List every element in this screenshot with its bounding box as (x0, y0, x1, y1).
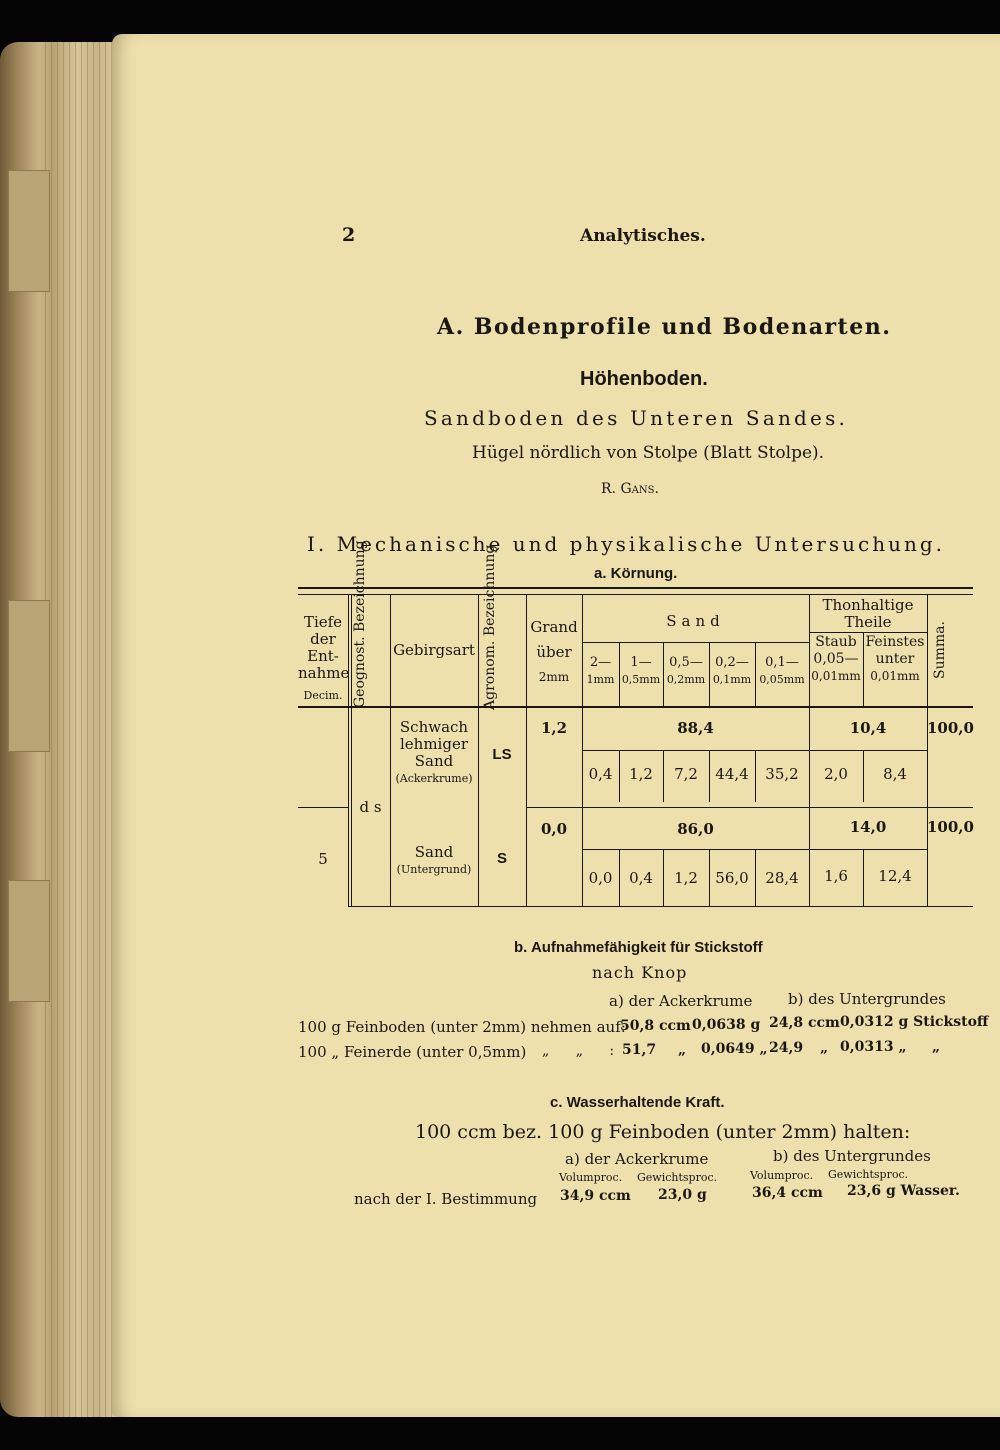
section-c-sub-label: Gewichtsproc. (828, 1168, 909, 1181)
section-b-line-1-value: 24,8 ccm (769, 1015, 840, 1031)
section-b-line-2-value: 24,9 (769, 1040, 804, 1056)
header-sand-col-2: 1— 0,5mm (621, 655, 661, 686)
section-c-value: 23,6 g Wasser. (847, 1183, 960, 1199)
section-c-row-label: nach der I. Bestimmung (354, 1190, 538, 1208)
header-depth-unit: Decim. (303, 689, 343, 702)
section-b-col-a: a) der Ackerkrume (609, 992, 753, 1010)
header-grand: Grand über 2mm (530, 618, 578, 684)
section-c-value: 34,9 ccm (560, 1188, 631, 1204)
header-thon-feinstes: Feinstes unter 0,01mm (865, 634, 925, 683)
section-b-col-b: b) des Untergrundes (788, 990, 946, 1008)
header-rock: Gebirgsart (393, 641, 475, 659)
soil-type-title: Höhenboden. (580, 368, 708, 390)
page-number: 2 (342, 224, 356, 246)
section-title: A. Bodenprofile und Bodenarten. (437, 314, 892, 340)
row-thon-value: 8,4 (883, 765, 907, 783)
header-geognost: Geognost. Bezeichnung (352, 540, 368, 708)
row-agronom: LS (492, 746, 512, 763)
row-thon-value: 12,4 (878, 867, 912, 885)
row-sand-value: 0,4 (588, 765, 613, 783)
row-sand-total: 88,4 (677, 719, 714, 737)
row-sand-value: 1,2 (674, 869, 698, 887)
part-title: I. Mechanische und physikalische Untersuchung. (307, 532, 946, 556)
section-b-line-2-value: 51,7 (622, 1042, 657, 1058)
row-grand: 0,0 (540, 820, 568, 838)
row-sand-value: 1,2 (629, 765, 653, 783)
row-grand: 1,2 (540, 719, 568, 737)
row-thon-value: 1,6 (824, 867, 848, 885)
row-sand-value: 56,0 (715, 869, 749, 887)
row-sand-value: 35,2 (765, 765, 799, 783)
header-sand-col-5: 0,1— 0,05mm (759, 655, 805, 686)
section-b-line-2-label: 100 „ Feinerde (unter 0,5mm) (298, 1043, 527, 1061)
row-thon-total: 10,4 (849, 719, 887, 737)
section-b-line-1-label: 100 g Feinboden (unter 2mm) nehmen auf: (298, 1018, 626, 1036)
section-c-sub-label: Volumproc. (750, 1169, 814, 1182)
row-summa: 100,0 (927, 719, 974, 737)
subsection-a-title: a. Körnung. (594, 565, 678, 582)
author: R. Gans. (601, 481, 659, 497)
row-agronom: S (496, 850, 507, 867)
section-b-line-1-value: 0,0312 g Stickstoff (840, 1014, 989, 1030)
paper-tab (8, 880, 50, 1002)
header-agronom: Agronom. Bezeichnung (482, 544, 498, 710)
section-b-line-2-value: 0,0649 „ (701, 1041, 768, 1057)
section-b-title: b. Aufnahmefähigkeit für Stickstoff (514, 939, 763, 956)
header-thon-staub: Staub 0,05— 0,01mm (811, 634, 861, 683)
book-page (112, 34, 1000, 1417)
subtitle: Sandboden des Unteren Sandes. (424, 406, 849, 430)
row-sand-value: 28,4 (765, 869, 799, 887)
row-summa: 100,0 (927, 818, 974, 836)
row-sand-value: 0,4 (629, 869, 653, 887)
header-thon: Thonhaltige Theile (822, 596, 914, 631)
section-c-sub-label: Gewichtsproc. (637, 1171, 718, 1184)
section-c-value: 23,0 g (658, 1187, 707, 1203)
running-head: Analytisches. (580, 226, 706, 246)
section-c-col-a: a) der Ackerkrume (565, 1150, 709, 1168)
section-b-line-2-value: „ (932, 1039, 941, 1055)
section-b-line-2-value: „ (678, 1042, 687, 1058)
section-c-intro: 100 ccm bez. 100 g Feinboden (unter 2mm) halten: (415, 1121, 911, 1143)
header-sand-col-3: 0,5— 0,2mm (666, 655, 706, 686)
header-sand-col-1: 2— 1mm (586, 655, 615, 686)
row-rock: Sand (Untergrund) (396, 843, 472, 876)
header-sand: Sand (666, 612, 725, 630)
section-b-line-1-value: 50,8 ccm (620, 1018, 691, 1034)
depth-value: 5 (318, 850, 328, 868)
row-sand-value: 44,4 (715, 765, 749, 783)
section-b-byline: nach Knop (592, 963, 688, 982)
section-b-line-1-value: 0,0638 g (692, 1017, 761, 1033)
row-thon-total: 14,0 (849, 818, 887, 836)
geognost-value: d s (359, 798, 382, 816)
section-b-line-2-value: „ (820, 1040, 829, 1056)
row-thon-value: 2,0 (824, 765, 848, 783)
paper-tab (8, 170, 50, 292)
section-c-value: 36,4 ccm (752, 1185, 823, 1201)
header-summa: Summa. (932, 621, 948, 679)
header-sand-col-4: 0,2— 0,1mm (712, 655, 752, 686)
section-b-line-2-marks: „ „ : (542, 1043, 615, 1059)
section-c-sub-label: Volumproc. (559, 1171, 623, 1184)
row-sand-value: 0,0 (588, 869, 613, 887)
location: Hügel nördlich von Stolpe (Blatt Stolpe). (472, 443, 825, 463)
section-b-line-2-value: 0,0313 „ (840, 1039, 907, 1055)
header-depth: Tiefe der Ent- nahme (298, 613, 350, 682)
paper-tab (8, 600, 50, 752)
row-sand-total: 86,0 (677, 820, 714, 838)
section-c-col-b: b) des Untergrundes (773, 1147, 931, 1165)
row-sand-value: 7,2 (674, 765, 698, 783)
row-rock: Schwach lehmiger Sand (Ackerkrume) (395, 718, 473, 785)
section-c-title: c. Wasserhaltende Kraft. (550, 1094, 725, 1111)
